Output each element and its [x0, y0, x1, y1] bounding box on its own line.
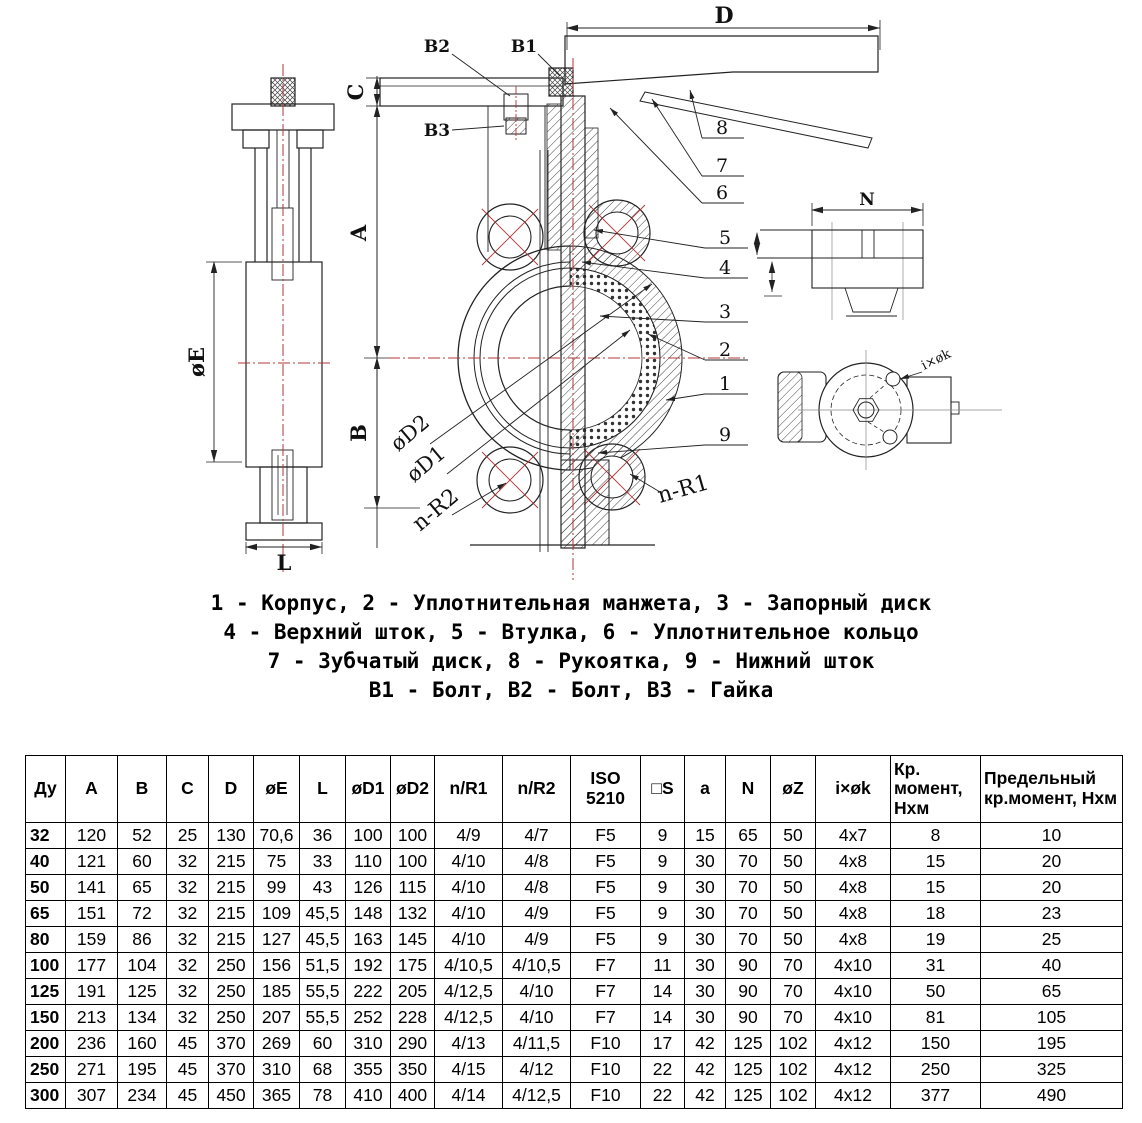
- value-cell: 105: [981, 1005, 1123, 1031]
- table-row: [26, 1005, 1123, 1031]
- value-cell: F10: [571, 1083, 641, 1109]
- table-row: [26, 1057, 1123, 1083]
- value-cell: 377: [891, 1083, 981, 1109]
- column-header-18: Предельный кр.момент, Нхм: [981, 756, 1123, 823]
- value-cell: 4/9: [503, 927, 571, 953]
- value-cell: 269: [254, 1031, 300, 1057]
- dim-label-D: D: [714, 3, 734, 29]
- value-cell: 90: [726, 979, 771, 1005]
- value-cell: 271: [66, 1057, 118, 1083]
- value-cell: F7: [571, 979, 641, 1005]
- value-cell: 65: [726, 823, 771, 849]
- value-cell: 250: [891, 1057, 981, 1083]
- value-cell: 42: [685, 1031, 726, 1057]
- value-cell: 25: [167, 823, 209, 849]
- table-row: [26, 823, 1123, 849]
- value-cell: 50: [771, 927, 816, 953]
- value-cell: 70: [726, 875, 771, 901]
- dn-cell: 80: [26, 927, 66, 953]
- value-cell: 370: [209, 1031, 254, 1057]
- value-cell: F5: [571, 823, 641, 849]
- value-cell: 65: [981, 979, 1123, 1005]
- value-cell: 4x10: [816, 979, 891, 1005]
- column-header-5: øE: [254, 756, 300, 823]
- value-cell: 50: [771, 875, 816, 901]
- value-cell: 4/11,5: [503, 1031, 571, 1057]
- value-cell: 4x12: [816, 1057, 891, 1083]
- value-cell: 14: [641, 979, 685, 1005]
- value-cell: 15: [891, 849, 981, 875]
- dn-cell: 250: [26, 1057, 66, 1083]
- value-cell: 290: [391, 1031, 435, 1057]
- value-cell: 90: [726, 1005, 771, 1031]
- value-cell: 102: [771, 1031, 816, 1057]
- dn-cell: 32: [26, 823, 66, 849]
- value-cell: 32: [167, 1005, 209, 1031]
- dim-label-B: B: [346, 424, 371, 442]
- value-cell: 145: [391, 927, 435, 953]
- value-cell: 50: [771, 901, 816, 927]
- column-header-10: n/R2: [503, 756, 571, 823]
- value-cell: 125: [726, 1083, 771, 1109]
- value-cell: 215: [209, 875, 254, 901]
- dn-cell: 150: [26, 1005, 66, 1031]
- value-cell: 325: [981, 1057, 1123, 1083]
- value-cell: 4/12: [503, 1057, 571, 1083]
- column-header-6: L: [300, 756, 346, 823]
- callout-8: 8: [716, 117, 729, 139]
- value-cell: 20: [981, 849, 1123, 875]
- value-cell: 4x10: [816, 953, 891, 979]
- value-cell: 30: [685, 1005, 726, 1031]
- value-cell: 30: [685, 953, 726, 979]
- value-cell: 72: [118, 901, 167, 927]
- callout-1: 1: [719, 373, 732, 395]
- column-header-1: A: [66, 756, 118, 823]
- value-cell: 45: [167, 1031, 209, 1057]
- dn-cell: 300: [26, 1083, 66, 1109]
- value-cell: 148: [346, 901, 391, 927]
- table-row: [26, 1083, 1123, 1109]
- value-cell: 163: [346, 927, 391, 953]
- value-cell: 213: [66, 1005, 118, 1031]
- dim-label-oD2: øD2: [385, 409, 435, 456]
- value-cell: 17: [641, 1031, 685, 1057]
- value-cell: 4/10,5: [503, 953, 571, 979]
- value-cell: 175: [391, 953, 435, 979]
- table-row: [26, 953, 1123, 979]
- value-cell: 4x12: [816, 1083, 891, 1109]
- value-cell: 32: [167, 901, 209, 927]
- value-cell: 134: [118, 1005, 167, 1031]
- value-cell: 15: [891, 875, 981, 901]
- value-cell: 70: [771, 1005, 816, 1031]
- value-cell: 19: [891, 927, 981, 953]
- value-cell: 250: [209, 979, 254, 1005]
- left-side-view: [206, 64, 334, 572]
- value-cell: 185: [254, 979, 300, 1005]
- legend-line-4: В1 - Болт, В2 - Болт, В3 - Гайка: [368, 678, 774, 702]
- value-cell: 132: [391, 901, 435, 927]
- dim-label-N: N: [859, 190, 875, 210]
- value-cell: 115: [391, 875, 435, 901]
- value-cell: 236: [66, 1031, 118, 1057]
- value-cell: 45,5: [300, 927, 346, 953]
- value-cell: 9: [641, 823, 685, 849]
- value-cell: 32: [167, 849, 209, 875]
- table-header-row: [26, 756, 1123, 823]
- value-cell: 18: [891, 901, 981, 927]
- top-view-detail: [757, 203, 923, 320]
- value-cell: 43: [300, 875, 346, 901]
- value-cell: 30: [685, 849, 726, 875]
- value-cell: 8: [891, 823, 981, 849]
- value-cell: F7: [571, 953, 641, 979]
- value-cell: 191: [66, 979, 118, 1005]
- value-cell: 45: [167, 1057, 209, 1083]
- value-cell: 23: [981, 901, 1123, 927]
- value-cell: 4/9: [503, 901, 571, 927]
- value-cell: 32: [167, 953, 209, 979]
- value-cell: 9: [641, 901, 685, 927]
- value-cell: 4/8: [503, 849, 571, 875]
- value-cell: 310: [254, 1057, 300, 1083]
- value-cell: 70,6: [254, 823, 300, 849]
- value-cell: 50: [891, 979, 981, 1005]
- callout-7: 7: [716, 155, 729, 177]
- value-cell: 70: [726, 927, 771, 953]
- value-cell: 4/10: [435, 927, 503, 953]
- value-cell: F7: [571, 1005, 641, 1031]
- value-cell: 250: [209, 1005, 254, 1031]
- value-cell: 9: [641, 875, 685, 901]
- value-cell: 33: [300, 849, 346, 875]
- value-cell: F10: [571, 1031, 641, 1057]
- value-cell: 55,5: [300, 1005, 346, 1031]
- value-cell: 4/12,5: [503, 1083, 571, 1109]
- value-cell: 215: [209, 901, 254, 927]
- dimensions-table: [25, 755, 1123, 1109]
- value-cell: 25: [981, 927, 1123, 953]
- dim-label-ixok: i×øk: [919, 346, 954, 374]
- value-cell: 4x12: [816, 1031, 891, 1057]
- value-cell: 15: [685, 823, 726, 849]
- dim-label-L: L: [276, 550, 292, 575]
- value-cell: 109: [254, 901, 300, 927]
- value-cell: 4/7: [503, 823, 571, 849]
- value-cell: 32: [167, 927, 209, 953]
- value-cell: 130: [209, 823, 254, 849]
- value-cell: 450: [209, 1083, 254, 1109]
- column-header-3: C: [167, 756, 209, 823]
- column-header-11: ISO 5210: [571, 756, 641, 823]
- callout-9: 9: [719, 424, 732, 446]
- value-cell: 177: [66, 953, 118, 979]
- value-cell: 195: [118, 1057, 167, 1083]
- value-cell: 30: [685, 875, 726, 901]
- value-cell: 100: [391, 849, 435, 875]
- value-cell: 52: [118, 823, 167, 849]
- value-cell: 60: [118, 849, 167, 875]
- value-cell: 42: [685, 1057, 726, 1083]
- dn-cell: 40: [26, 849, 66, 875]
- table-row: [26, 875, 1123, 901]
- value-cell: 4x8: [816, 875, 891, 901]
- value-cell: 102: [771, 1083, 816, 1109]
- dn-cell: 125: [26, 979, 66, 1005]
- dn-cell: 200: [26, 1031, 66, 1057]
- value-cell: 32: [167, 875, 209, 901]
- column-header-8: øD2: [391, 756, 435, 823]
- value-cell: 50: [771, 849, 816, 875]
- value-cell: 195: [981, 1031, 1123, 1057]
- callout-3: 3: [719, 301, 732, 323]
- value-cell: 31: [891, 953, 981, 979]
- value-cell: 192: [346, 953, 391, 979]
- value-cell: 228: [391, 1005, 435, 1031]
- value-cell: 365: [254, 1083, 300, 1109]
- dim-label-oE: øE: [184, 346, 209, 378]
- value-cell: 9: [641, 849, 685, 875]
- dim-label-C: C: [343, 83, 368, 101]
- value-cell: 490: [981, 1083, 1123, 1109]
- table-row: [26, 901, 1123, 927]
- value-cell: 150: [891, 1031, 981, 1057]
- value-cell: 51,5: [300, 953, 346, 979]
- dn-cell: 100: [26, 953, 66, 979]
- value-cell: 60: [300, 1031, 346, 1057]
- value-cell: 36: [300, 823, 346, 849]
- value-cell: 120: [66, 823, 118, 849]
- value-cell: 4/12,5: [435, 1005, 503, 1031]
- value-cell: 86: [118, 927, 167, 953]
- callout-6: 6: [716, 182, 729, 204]
- value-cell: 141: [66, 875, 118, 901]
- value-cell: 42: [685, 1083, 726, 1109]
- value-cell: 110: [346, 849, 391, 875]
- bolt-label-b2: В2: [423, 37, 451, 57]
- value-cell: 205: [391, 979, 435, 1005]
- value-cell: 4/12,5: [435, 979, 503, 1005]
- value-cell: 70: [771, 953, 816, 979]
- value-cell: 310: [346, 1031, 391, 1057]
- value-cell: 102: [771, 1057, 816, 1083]
- value-cell: 70: [726, 849, 771, 875]
- value-cell: 4/10: [435, 901, 503, 927]
- value-cell: 4x7: [816, 823, 891, 849]
- value-cell: 207: [254, 1005, 300, 1031]
- value-cell: 45,5: [300, 901, 346, 927]
- value-cell: 121: [66, 849, 118, 875]
- value-cell: 100: [346, 823, 391, 849]
- callout-5: 5: [719, 227, 732, 249]
- value-cell: 4x10: [816, 1005, 891, 1031]
- value-cell: F5: [571, 901, 641, 927]
- value-cell: 30: [685, 927, 726, 953]
- value-cell: 68: [300, 1057, 346, 1083]
- value-cell: 4x8: [816, 849, 891, 875]
- value-cell: 30: [685, 979, 726, 1005]
- column-header-0: Ду: [26, 756, 66, 823]
- column-header-16: i×øk: [816, 756, 891, 823]
- value-cell: 104: [118, 953, 167, 979]
- value-cell: F5: [571, 875, 641, 901]
- value-cell: 355: [346, 1057, 391, 1083]
- value-cell: 126: [346, 875, 391, 901]
- value-cell: 410: [346, 1083, 391, 1109]
- column-header-17: Кр. момент, Нхм: [891, 756, 981, 823]
- value-cell: 222: [346, 979, 391, 1005]
- callout-4: 4: [719, 257, 732, 279]
- part-callout-numbers: [716, 117, 731, 446]
- dim-label-A: A: [346, 224, 371, 242]
- table-row: [26, 1031, 1123, 1057]
- dim-label-nR2: n-R2: [407, 483, 464, 537]
- value-cell: 50: [771, 823, 816, 849]
- dn-cell: 50: [26, 875, 66, 901]
- value-cell: 10: [981, 823, 1123, 849]
- column-header-2: B: [118, 756, 167, 823]
- value-cell: 22: [641, 1083, 685, 1109]
- value-cell: 252: [346, 1005, 391, 1031]
- callout-2: 2: [719, 339, 732, 361]
- value-cell: 215: [209, 849, 254, 875]
- value-cell: 4/14: [435, 1083, 503, 1109]
- value-cell: 250: [209, 953, 254, 979]
- value-cell: 4/10: [435, 849, 503, 875]
- value-cell: 14: [641, 1005, 685, 1031]
- bolt-label-b3: В3: [423, 121, 451, 141]
- value-cell: 125: [726, 1057, 771, 1083]
- value-cell: 11: [641, 953, 685, 979]
- column-header-12: □S: [641, 756, 685, 823]
- value-cell: 234: [118, 1083, 167, 1109]
- legend-line-1: 1 - Корпус, 2 - Уплотнительная манжета, 3 - Запорный диск: [210, 591, 932, 615]
- value-cell: 400: [391, 1083, 435, 1109]
- value-cell: 9: [641, 927, 685, 953]
- value-cell: 70: [771, 979, 816, 1005]
- value-cell: 4/10: [503, 1005, 571, 1031]
- value-cell: 32: [167, 979, 209, 1005]
- legend-line-3: 7 - Зубчатый диск, 8 - Рукоятка, 9 - Нижний шток: [267, 649, 875, 673]
- column-header-13: a: [685, 756, 726, 823]
- table-row: [26, 927, 1123, 953]
- dim-label-oD1: øD1: [401, 440, 451, 487]
- handle-hub-detail: [778, 350, 1002, 470]
- table-row: [26, 849, 1123, 875]
- value-cell: 4/10,5: [435, 953, 503, 979]
- value-cell: 4/8: [503, 875, 571, 901]
- value-cell: 4x8: [816, 901, 891, 927]
- parts-legend: [0, 589, 1142, 705]
- value-cell: 4/10: [503, 979, 571, 1005]
- value-cell: 4x8: [816, 927, 891, 953]
- column-header-7: øD1: [346, 756, 391, 823]
- value-cell: F5: [571, 927, 641, 953]
- value-cell: 90: [726, 953, 771, 979]
- column-header-15: øZ: [771, 756, 816, 823]
- value-cell: 159: [66, 927, 118, 953]
- value-cell: 4/9: [435, 823, 503, 849]
- value-cell: 370: [209, 1057, 254, 1083]
- value-cell: 45: [167, 1083, 209, 1109]
- value-cell: 65: [118, 875, 167, 901]
- value-cell: 22: [641, 1057, 685, 1083]
- value-cell: 20: [981, 875, 1123, 901]
- table-row: [26, 979, 1123, 1005]
- column-header-4: D: [209, 756, 254, 823]
- value-cell: F10: [571, 1057, 641, 1083]
- bolt-label-b1: В1: [510, 37, 538, 57]
- legend-line-2: 4 - Верхний шток, 5 - Втулка, 6 - Уплотнительное кольцо: [223, 620, 919, 644]
- value-cell: 156: [254, 953, 300, 979]
- value-cell: 55,5: [300, 979, 346, 1005]
- value-cell: 125: [118, 979, 167, 1005]
- value-cell: 350: [391, 1057, 435, 1083]
- dim-label-nR1: n-R1: [654, 470, 712, 509]
- value-cell: 4/10: [435, 875, 503, 901]
- value-cell: 4/13: [435, 1031, 503, 1057]
- value-cell: 125: [726, 1031, 771, 1057]
- dn-cell: 65: [26, 901, 66, 927]
- value-cell: 127: [254, 927, 300, 953]
- value-cell: 81: [891, 1005, 981, 1031]
- column-header-9: n/R1: [435, 756, 503, 823]
- value-cell: 70: [726, 901, 771, 927]
- value-cell: 30: [685, 901, 726, 927]
- value-cell: 75: [254, 849, 300, 875]
- value-cell: 307: [66, 1083, 118, 1109]
- value-cell: 4/15: [435, 1057, 503, 1083]
- column-header-14: N: [726, 756, 771, 823]
- value-cell: F5: [571, 849, 641, 875]
- value-cell: 160: [118, 1031, 167, 1057]
- value-cell: 151: [66, 901, 118, 927]
- value-cell: 78: [300, 1083, 346, 1109]
- value-cell: 40: [981, 953, 1123, 979]
- value-cell: 100: [391, 823, 435, 849]
- value-cell: 99: [254, 875, 300, 901]
- value-cell: 215: [209, 927, 254, 953]
